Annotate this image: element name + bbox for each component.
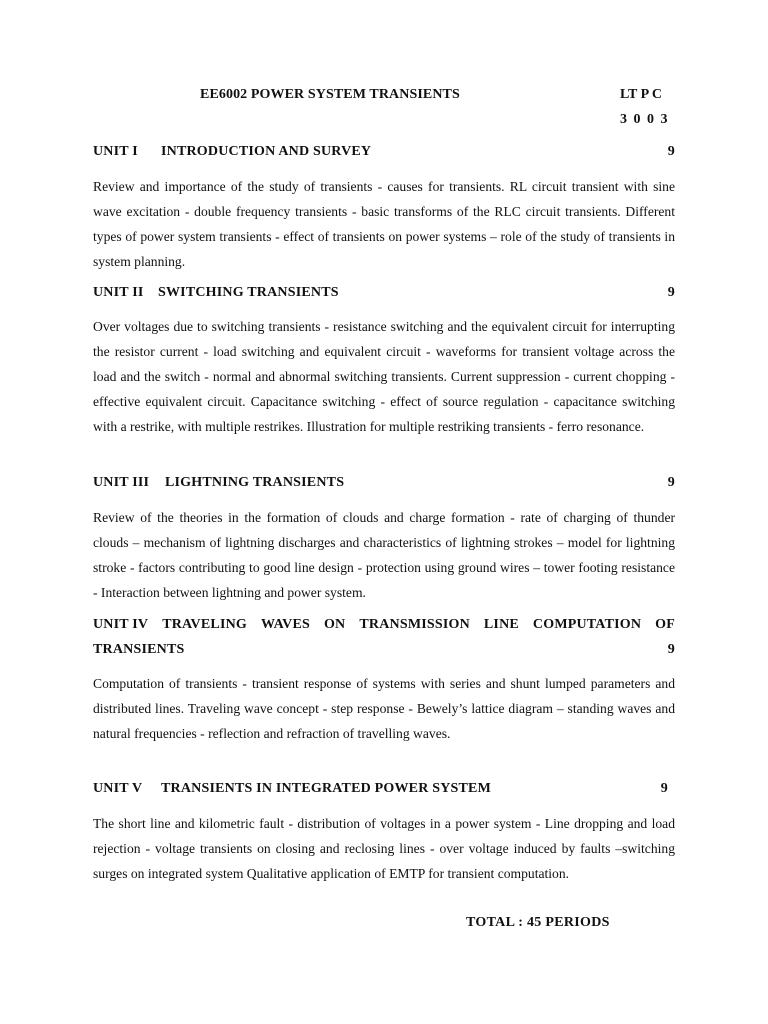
unit-5-body: The short line and kilometric fault - distribution of voltages in a power system - Line dropping and load rejection - voltage transients on closing and reclosing lines - over voltage induced by faults –switching surges on integrated system Qualitative application of EMTP for transient computation. bbox=[93, 816, 675, 881]
unit-3-body: Review of the theories in the formation of clouds and charge formation - rate of charging of thunder clouds – mechanism of lightning discharges and characteristics of lightning strokes – model for lightning stroke - factors contributing to good line design - protection using ground wires – tower footing resistance - Interaction between lightning and power system. bbox=[93, 510, 675, 600]
unit-title-word: TRAVELING bbox=[162, 617, 247, 632]
course-title: EE6002 POWER SYSTEM TRANSIENTS bbox=[200, 87, 460, 102]
unit-title: TRANSIENTS bbox=[93, 642, 185, 657]
unit-1-heading bbox=[93, 144, 675, 160]
unit-number: UNIT IV bbox=[93, 617, 149, 632]
unit-title: INTRODUCTION AND SURVEY bbox=[161, 144, 372, 159]
unit-title-word: TRANSMISSION bbox=[359, 617, 470, 632]
unit-4-body: Computation of transients - transient response of systems with series and shunt lumped parameters and distributed lines. Traveling wave concept - step response - Bewely’s lattice diagram – standing waves and natural frequencies - reflection and refraction of travelling waves. bbox=[93, 676, 675, 741]
unit-2-body: Over voltages due to switching transients - resistance switching and the equivalent circuit for interrupting the resistor current - load switching and equivalent circuit - waveforms for transient voltage across the load and the switch - normal and abnormal switching transients. Current suppression - current chopping - effective equivalent circuit. Capacitance switching - effect of source regulation - capacitance switching with a restrike, with multiple restrikes. Illustration for multiple restriking transients - ferro resonance. bbox=[93, 319, 675, 434]
unit-title: LIGHTNING TRANSIENTS bbox=[165, 475, 345, 490]
ltpc-values: 3 0 0 3 bbox=[620, 112, 669, 127]
unit-5-heading bbox=[93, 781, 668, 797]
unit-title-word: LINE bbox=[483, 617, 519, 632]
unit-title: SWITCHING TRANSIENTS bbox=[158, 285, 339, 300]
unit-number: UNIT III bbox=[93, 475, 150, 490]
total-periods: TOTAL : 45 PERIODS bbox=[466, 915, 610, 930]
unit-4-heading-line1 bbox=[93, 612, 675, 637]
unit-hours: 9 bbox=[667, 642, 675, 657]
unit-hours: 9 bbox=[667, 285, 675, 300]
unit-1-body: Review and importance of the study of transients - causes for transients. RL circuit transient with sine wave excitation - double frequency transients - basic transforms of the RLC circuit transients. Different types of power system transients - effect of transients on power systems – role of the study of transients in system planning. bbox=[93, 179, 675, 269]
unit-title-word: COMPUTATION bbox=[532, 617, 642, 632]
unit-number: UNIT I bbox=[93, 144, 138, 159]
unit-number: UNIT II bbox=[93, 285, 144, 300]
unit-2-heading bbox=[93, 285, 675, 301]
unit-title-word: ON bbox=[323, 617, 346, 632]
unit-hours: 9 bbox=[660, 781, 668, 796]
unit-hours: 9 bbox=[667, 144, 675, 159]
unit-4-heading bbox=[93, 612, 675, 662]
unit-3-heading bbox=[93, 475, 675, 491]
unit-title-word: WAVES bbox=[260, 617, 310, 632]
unit-title-word: OF bbox=[655, 617, 675, 632]
unit-number: UNIT V bbox=[93, 781, 143, 796]
unit-title: TRANSIENTS IN INTEGRATED POWER SYSTEM bbox=[161, 781, 491, 796]
unit-4-heading-line2 bbox=[93, 637, 675, 662]
unit-hours: 9 bbox=[667, 475, 675, 490]
ltpc-label: LT P C bbox=[620, 87, 663, 102]
